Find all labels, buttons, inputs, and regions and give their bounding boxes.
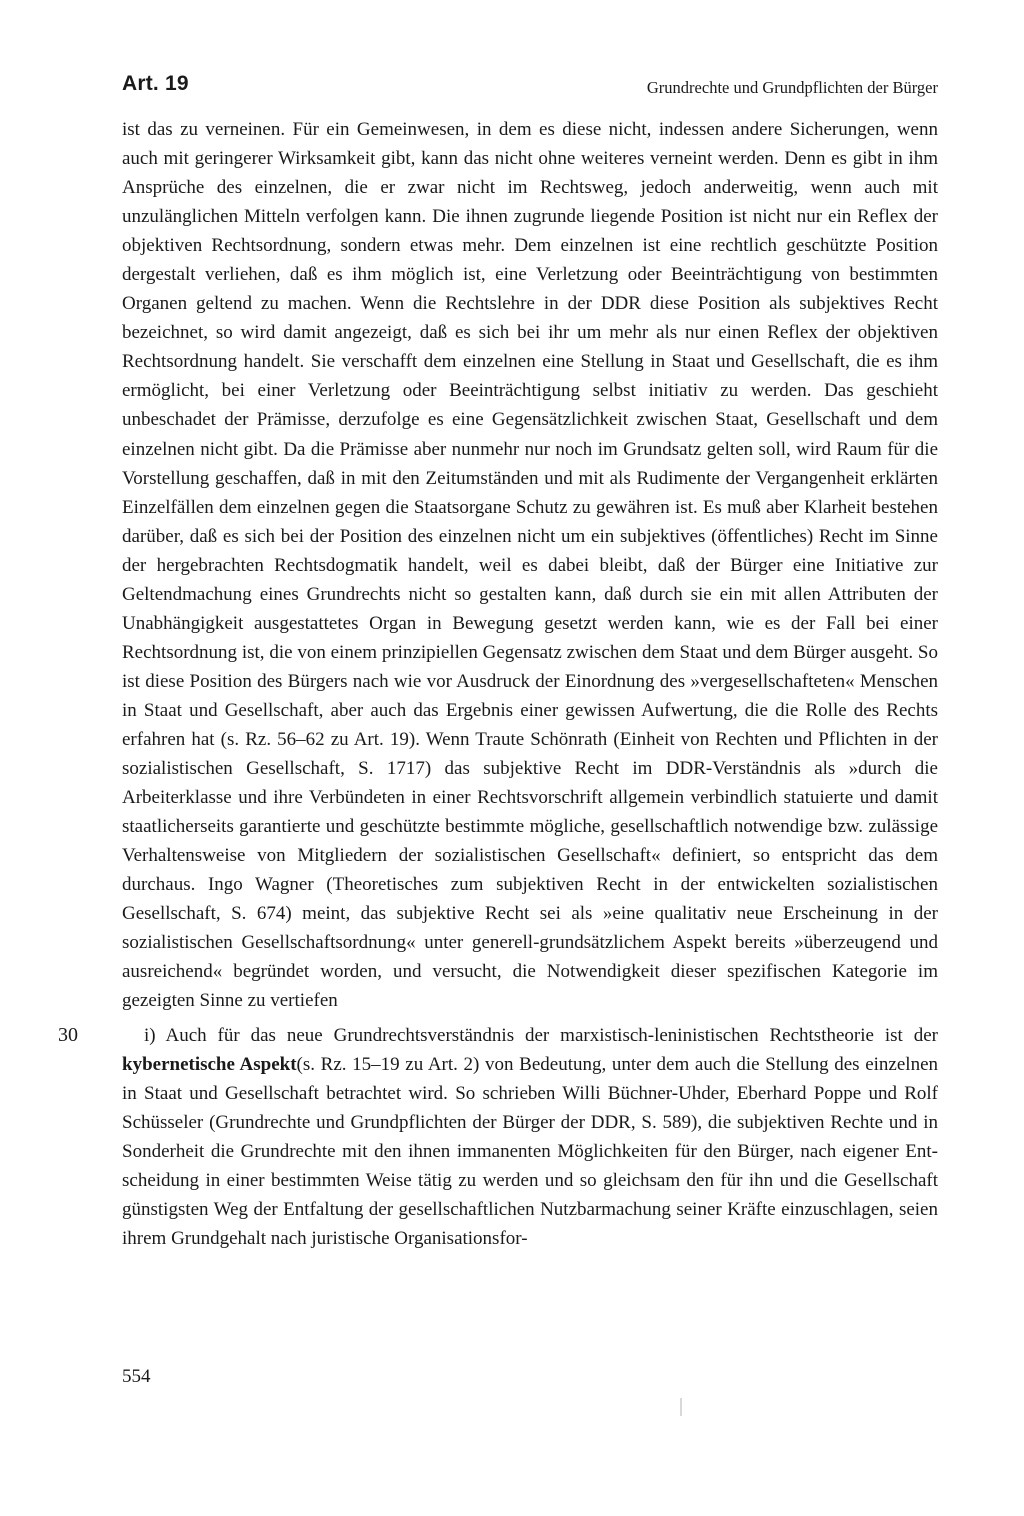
article-label: Art. 19 — [122, 72, 189, 95]
scan-mark — [680, 1398, 682, 1416]
paragraph-2-lead: i) Auch für das neue Grundrechtsverständnis der marxistisch-leninistischen Rechtstheorie ist der — [144, 1025, 938, 1046]
paragraph-2-bold-term: kybernetische Aspekt — [122, 1054, 297, 1076]
running-header-title: Grundrechte und Grundpflichten der Bürger — [646, 78, 938, 97]
body-paragraph-2 — [122, 1021, 938, 1253]
body-paragraph-1: ist das zu verneinen. Für ein Gemeinwesen, in dem es diese nicht, indessen andere Sicherungen, wenn auch mit geringerer Wirksamkeit gibt, kann das nicht ohne weiteres verneint werden. Denn es gibt in ihm Ansprüche des einzelnen, die er zwar nicht im Rechtsweg, jedoch anderweitig, wenn auch mit unzulänglichen Mitteln verfolgen kann. Die ihnen zugrunde liegende Position ist nicht nur ein Reflex der objektiven Rechtsordnung, sondern etwas mehr. Dem einzelnen ist eine rechtlich geschützte Position dergestalt verliehen, daß es ihm möglich ist, eine Verletzung oder Beeinträchtigung von bestimmten Organen geltend zu machen. Wenn die Rechtslehre in der DDR diese Position als subjektives Recht bezeichnet, so wird damit angezeigt, daß es sich bei ihr um mehr als nur einen Reflex der objektiven Rechtsordnung handelt. Sie verschafft dem einzelnen eine Stellung in Staat und Gesellschaft, die es ihm ermöglicht, bei einer Verletzung oder Beeinträchtigung selbst initiativ zu werden. Das geschieht unbeschadet der Prämisse, derzufolge es eine Gegensätzlichkeit zwischen Staat, Gesellschaft und dem einzelnen nicht gibt. Da die Prämisse aber nunmehr nur noch im Grundsatz gelten soll, wird Raum für die Vorstellung geschaffen, daß in mit den Zeitumständen und mit als Rudimente der Vergangenheit erklärten Einzelfällen dem einzelnen gegen die Staatsorgane Schutz zu gewähren ist. Es muß aber Klarheit bestehen darüber, daß es sich bei der Position des einzelnen nicht um ein subjektives (öffentliches) Recht im Sinne der hergebrachten Rechtsdogmatik handelt, weil es dabei bleibt, daß der Bürger eine Initiative zur Geltendmachung eines Grundrechts nicht so gestalten kann, daß durch sie ein mit allen Attributen der Unabhängigkeit ausgestattetes Organ in Bewegung gesetzt werden kann, wie es der Fall bei einer Rechtsordnung ist, die von einem prinzipiellen Gegensatz zwischen dem Staat und dem Bürger ausgeht. So ist diese Position des Bürgers nach wie vor Ausdruck der Einordnung des »vergesellschafteten« Menschen in Staat und Gesellschaft, aber auch das Ergebnis einer gewissen Aufwertung, die die Rolle des Rechts erfahren hat (s. Rz. 56–62 zu Art. 19). Wenn Traute Schönrath (Einheit von Rechten und Pflichten in der sozialistischen Gesellschaft, S. 1717) das subjektive Recht im DDR-Verständnis als »durch die Arbeiterklasse und ihre Verbündeten in einer Rechtsvorschrift allgemein verbindlich statuierte und damit staatlicherseits garantierte und geschützte bestimmte mögliche, gesellschaftlich notwendige bzw. zulässige Verhaltensweise von Mitgliedern der sozialistischen Gesellschaft« definiert, so entspricht das dem durchaus. Ingo Wagner (Theoretisches zum subjektiven Recht in der entwickelten sozialistischen Gesellschaft, S. 674) meint, das subjektive Recht sei als »eine qualitativ neue Erscheinung in der sozialistischen Gesellschaftsordnung« unter generell-grundsätzlichem Aspekt bereits »überzeugend und ausreichend« begründet worden, und versucht, die Notwendigkeit dieser spezifischen Kategorie im gezeigten Sinne zu vertiefen — [122, 119, 938, 1012]
page-number: 554 — [122, 1366, 151, 1387]
paragraph-2-rest: (s. Rz. 15–19 zu Art. 2) von Bedeutung, unter dem auch die Stellung des einzelnen in Staat und Gesellschaft betrachtet wird. So schrieben Willi Büchner-Uhder, Eberhard Poppe und Rolf Schüsseler (Grundrechte und Grundpflichten der Bürger der DDR, S. 589), die subjektiven Rechte und in Sonderheit die Grundrechte mit den ihnen immanenten Möglichkeiten für den Bürger, nach eigener Entscheidung in einer bestimmten Weise tätig zu werden und so gleichsam den für ihn und die Gesellschaft günstigsten Weg der Entfaltung der gesellschaftlichen Nutzbarmachung seiner Kräfte einzuschlagen, seien ihrem Grundgehalt nach juristische Organisationsfor- — [122, 1054, 938, 1250]
margin-number: 30 — [58, 1024, 78, 1046]
